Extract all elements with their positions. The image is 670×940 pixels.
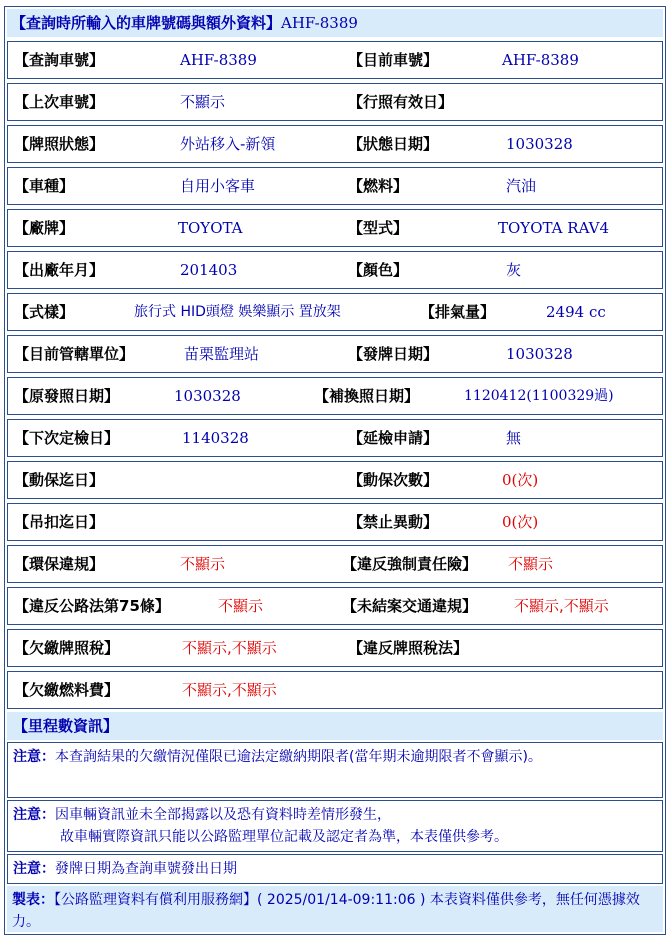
label-unpaid-fuel-fee: 【欠繳燃料費】	[14, 681, 120, 699]
label-lien-end-date: 【動保迄日】	[14, 471, 105, 489]
mileage-section-header: 【里程數資訊】	[7, 712, 663, 740]
note-tag: 注意：	[13, 861, 55, 877]
label-suspension-end-date: 【吊扣迄日】	[14, 513, 105, 531]
label-original-issue-date: 【原發照日期】	[14, 387, 120, 405]
label-fuel: 【燃料】	[348, 177, 409, 195]
label-body-style: 【式樣】	[14, 303, 75, 321]
row-environmental-violation	[7, 545, 663, 583]
value-reissue-date: 1120412(1100329過)	[464, 388, 614, 404]
row-unpaid-fuel-fee	[7, 671, 663, 709]
value-plate-status: 外站移入-新領	[180, 135, 276, 153]
label-next-inspection: 【下次定檢日】	[14, 429, 120, 447]
value-highway-act-violation: 不顯示	[218, 597, 264, 615]
label-highway-act-violation: 【違反公路法第75條】	[14, 597, 170, 615]
label-license-tax-violation: 【違反牌照稅法】	[348, 639, 469, 657]
note-data-disclaimer	[7, 800, 663, 852]
label-lien-count: 【動保次數】	[348, 471, 439, 489]
value-insurance-violation: 不顯示	[508, 555, 554, 573]
label-issue-date: 【發牌日期】	[348, 345, 439, 363]
label-license-valid-date: 【行照有效日】	[348, 93, 454, 111]
label-reissue-date: 【補換照日期】	[314, 387, 420, 405]
query-title-bar	[7, 9, 663, 37]
value-original-issue-date: 1030328	[174, 387, 241, 405]
label-query-plate: 【查詢車號】	[14, 51, 105, 69]
query-title-label: 【查詢時所輸入的車牌號碼與額外資料】	[11, 14, 282, 32]
value-lien-count: 0(次)	[502, 471, 539, 489]
value-unpaid-license-tax: 不顯示,不顯示	[182, 639, 277, 657]
value-inspection-extension: 無	[506, 429, 522, 447]
note-tag: 注意：	[13, 807, 55, 823]
footer-text: 【公路監理資料有償利用服務網】( 2025/01/14-09:11:06 ) 本表資料僅供參考，無任何憑據效力。	[12, 892, 640, 930]
label-inspection-extension: 【延檢申請】	[348, 429, 439, 447]
row-manufacture-date	[7, 251, 663, 289]
note-text: 本查詢結果的欠繳情況僅限已逾法定繳納期限者(當年期未逾期限者不會顯示)。	[55, 749, 542, 765]
value-unpaid-fuel-fee: 不顯示,不顯示	[182, 681, 277, 699]
row-lien-end-date	[7, 461, 663, 499]
row-unpaid-license-tax	[7, 629, 663, 667]
note-issue-date	[7, 854, 663, 884]
value-issue-date: 1030328	[506, 345, 573, 363]
value-current-plate: AHF-8389	[502, 51, 579, 69]
value-query-plate: AHF-8389	[180, 51, 257, 69]
label-current-plate: 【目前車號】	[348, 51, 439, 69]
value-transfer-ban: 0(次)	[502, 513, 539, 531]
label-displacement: 【排氣量】	[420, 303, 496, 321]
query-plate-number: AHF-8389	[281, 14, 358, 32]
row-previous-plate	[7, 83, 663, 121]
report-footer	[7, 886, 663, 932]
row-highway-act-violation	[7, 587, 663, 625]
label-plate-status: 【牌照狀態】	[14, 135, 105, 153]
row-query-plate	[7, 41, 663, 79]
value-body-style: 旅行式 HID頭燈 娛樂顯示 置放架	[134, 304, 341, 320]
value-vehicle-type: 自用小客車	[180, 177, 256, 195]
row-vehicle-type	[7, 167, 663, 205]
row-next-inspection	[7, 419, 663, 457]
value-displacement: 2494 cc	[546, 303, 606, 321]
vehicle-info-table	[4, 6, 666, 935]
label-jurisdiction: 【目前管轄單位】	[14, 345, 135, 363]
value-model: TOYOTA RAV4	[498, 219, 610, 237]
label-brand: 【廠牌】	[14, 219, 75, 237]
label-status-date: 【狀態日期】	[348, 135, 439, 153]
note-text: 發牌日期為查詢車號發出日期	[55, 861, 237, 877]
label-transfer-ban: 【禁止異動】	[348, 513, 439, 531]
label-previous-plate: 【上次車號】	[14, 93, 105, 111]
label-color: 【顏色】	[348, 261, 409, 279]
row-suspension-end-date	[7, 503, 663, 541]
value-fuel: 汽油	[506, 177, 537, 195]
label-model: 【型式】	[348, 219, 409, 237]
note-line-1: 因車輛資訊並未全部揭露以及恐有資料時差情形發生，	[55, 807, 391, 823]
row-body-style	[7, 293, 663, 331]
row-brand	[7, 209, 663, 247]
row-original-issue-date	[7, 377, 663, 415]
label-manufacture-date: 【出廠年月】	[14, 261, 105, 279]
value-next-inspection: 1140328	[182, 429, 249, 447]
value-pending-traffic-violation: 不顯示,不顯示	[514, 597, 609, 615]
value-brand: TOYOTA	[178, 219, 243, 237]
row-jurisdiction	[7, 335, 663, 373]
value-color: 灰	[506, 261, 522, 279]
value-environmental-violation: 不顯示	[180, 555, 226, 573]
value-previous-plate: 不顯示	[180, 93, 226, 111]
note-tag: 注意：	[13, 749, 55, 765]
label-insurance-violation: 【違反強制責任險】	[342, 555, 478, 573]
label-unpaid-license-tax: 【欠繳牌照稅】	[14, 639, 120, 657]
label-environmental-violation: 【環保違規】	[14, 555, 105, 573]
value-manufacture-date: 201403	[180, 261, 238, 279]
label-vehicle-type: 【車種】	[14, 177, 75, 195]
value-status-date: 1030328	[506, 135, 573, 153]
label-pending-traffic-violation: 【未結案交通違規】	[342, 597, 478, 615]
value-jurisdiction: 苗栗監理站	[184, 345, 260, 363]
footer-tag: 製表：	[12, 892, 54, 908]
row-plate-status	[7, 125, 663, 163]
note-unpaid-scope	[7, 742, 663, 798]
note-line-2: 故車輛實際資訊只能以公路監理單位記載及認定者為準，本表僅供參考。	[60, 829, 508, 845]
